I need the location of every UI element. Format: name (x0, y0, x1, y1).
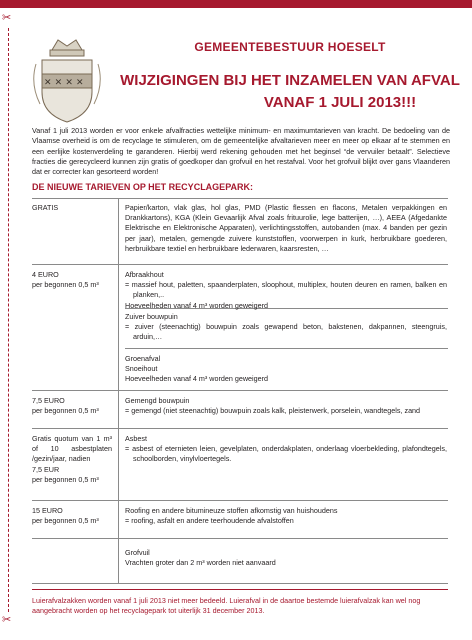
item-title: Zuiver bouwpuin (125, 312, 178, 321)
item-cell: Papier/karton, vlak glas, hol glas, PMD (Plastic flessen en flacons, Metalen verpakkingen en Drankkartons), KGA (Klein Gevaarlijk Afval zoals frituurolie, lege batterijen, …), AEEA (Afgedankte Elektrische en Elektronische Apparaten), verlichtingsstoffen, autobanden (max. 4 banden per gezin per jaar), metalen, gemengde zuivere kunststoffen, voorwerpen in kurk, herbruikbare goederen, herbruikbare textiel en herbruikbare lederwaren, kaarsresten, … (125, 203, 447, 253)
section-title: DE NIEUWE TARIEVEN OP HET RECYCLAGEPARK: (32, 182, 254, 192)
price-cell: 7,5 EURO per begonnen 0,5 m³ (32, 396, 99, 416)
table-divider (118, 198, 119, 583)
item-title: Asbest (125, 434, 147, 443)
item-cell (125, 396, 447, 416)
item-text: = gemengd (niet steenachtig) bouwpuin zoals kalk, pleisterwerk, porselein, wandtegels, zand (125, 406, 421, 416)
item-title: Afbraakhout (125, 270, 164, 279)
scissors-icon: ✂ (2, 614, 12, 626)
price-cell: GRATIS (32, 203, 59, 212)
item-text: = asbest of eternieten leien, gevelplaten, onderdakplaten, onderlaag vloerbekleding, plafondtegels, schoolborden, vinylvloertegels. (125, 444, 447, 464)
item-cell (125, 354, 447, 385)
table-rule (32, 538, 448, 539)
svg-text:✕ ✕ ✕ ✕: ✕ ✕ ✕ ✕ (44, 78, 84, 88)
item-title: Gemengd bouwpuin (125, 396, 190, 405)
scissors-icon: ✂ (2, 12, 12, 24)
price-cell: 15 EURO per begonnen 0,5 m³ (32, 506, 99, 526)
table-rule (32, 428, 448, 429)
cut-line (8, 28, 9, 612)
tariff-table (32, 198, 448, 583)
headline-line-1: WIJZIGINGEN BIJ HET INZAMELEN VAN AFVAL (120, 72, 460, 89)
item-text: = roofing, asfalt en andere teerhoudende afvalstoffen (125, 516, 294, 526)
item-title: Roofing en andere bitumineuze stoffen afkomstig van huishoudens (125, 506, 338, 515)
table-rule (32, 500, 448, 501)
table-rule (32, 264, 448, 265)
price-cell: Gratis quotum van 1 m³ of 10 asbestplaten /gezin/jaar, nadien 7,5 EUR per begonnen 0,5 m³ (32, 434, 112, 484)
top-accent-bar (0, 0, 472, 8)
org-title: GEMEENTEBESTUUR HOESELT (194, 40, 386, 54)
item-text: = zuiver (steenachtig) bouwpuin zoals gewapend beton, bakstenen, dakpannen, steengruis, arduin,… (125, 322, 447, 342)
municipal-crest-icon (32, 34, 102, 126)
table-rule (32, 583, 448, 584)
item-text: = massief hout, paletten, spaanderplaten, sloophout, multiplex, houten deuren en ramen, balken en planken,.. (125, 280, 447, 300)
table-subrule (125, 348, 448, 349)
price-cell: 4 EURO per begonnen 0,5 m³ (32, 270, 99, 290)
footer-note: Luierafvalzakken worden vanaf 1 juli 2013 niet meer bedeeld. Luierafval in de daartoe bestemde luierafvalzak kan wel nog aangebracht worden op het recyclagepark tot uiterlijk 31 december 2013. (32, 589, 448, 617)
item-cell (125, 312, 447, 343)
item-cell (125, 270, 447, 311)
item-text: Vrachten groter dan 2 m³ worden niet aanvaard (125, 558, 276, 568)
item-cell (125, 506, 447, 526)
item-note: Hoeveelheden vanaf 4 m³ worden geweigerd (125, 374, 269, 384)
table-rule (32, 390, 448, 391)
headline-line-2: VANAF 1 JULI 2013!!! (263, 94, 417, 111)
item-cell (125, 434, 447, 465)
item-note: Hoeveelheden vanaf 4 m³ worden geweigerd (125, 300, 269, 310)
intro-paragraph: Vanaf 1 juli 2013 worden er voor enkele afvalfracties wettelijke minimum- en maximumtarieven van kracht. De bedoeling van de Vlaamse overheid is om de recyclage te stimuleren, om de gemeentelijke afvaltarieven meer en meer op elkaar af te stemmen en een eerlijke kostenverdeling te garanderen. Hierbij werd rekening gehouden met het beginsel “de vervuiler betaalt”. Selectieve fracties die gerecycleerd kunnen zijn gratis of goedkoper dan grofvuil en het restafval. Voor het grofvuil blijkt over gans Vlaanderen dat er correcter kan gesorteerd worden! (32, 126, 450, 177)
item-title: Grofvuil (125, 548, 150, 557)
page-title (120, 70, 460, 114)
item-title: Groenafval (125, 354, 161, 363)
item-subtitle: Snoeihout (125, 364, 158, 374)
table-rule (32, 198, 448, 199)
item-cell (125, 548, 447, 568)
